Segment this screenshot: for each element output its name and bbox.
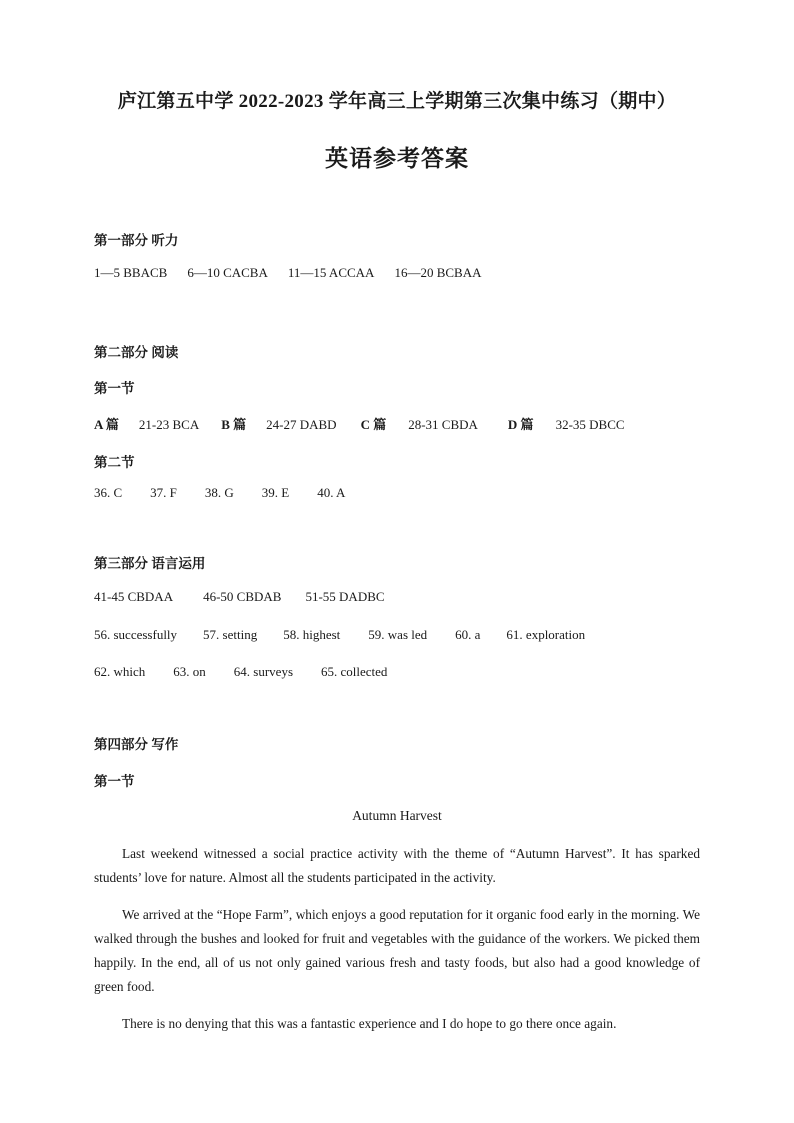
- answer-item: 38. G: [204, 485, 234, 500]
- passage-label: D 篇: [507, 417, 534, 432]
- essay-paragraph: We arrived at the “Hope Farm”, which enjoys a good reputation for it organic food early in the morning. We walked through the bushes and looked for fruit and vegetables with the guidance of the workers. We picked them happily. In the end, all of us not only gained various fresh and tasty foods, but also had a good knowledge of green food.: [94, 907, 700, 994]
- passage-answer: 32-35 DBCC: [555, 417, 625, 432]
- answer-item: 62. which: [94, 664, 146, 679]
- section2-answers: [94, 485, 345, 501]
- part1-heading: 第一部分 听力: [94, 233, 179, 248]
- reading-answers-row: [94, 414, 625, 433]
- passage-label: A 篇: [94, 417, 119, 432]
- passage-answer: 21-23 BCA: [138, 417, 200, 432]
- part2-heading: 第二部分 阅读: [94, 345, 179, 360]
- part4-section1-heading: 第一节: [94, 774, 135, 789]
- part1-answers: [94, 265, 481, 281]
- answer-group: 51-55 DADBC: [305, 589, 385, 604]
- passage-answer: 28-31 CBDA: [408, 417, 478, 432]
- answer-item: 56. successfully: [94, 627, 178, 642]
- part2-section2-heading: 第二节: [94, 455, 135, 470]
- answer-item: 61. exploration: [506, 627, 586, 642]
- answer-item: 37. F: [150, 485, 177, 500]
- answer-item: 64. surveys: [233, 664, 293, 679]
- answer-item: 36. C: [94, 485, 123, 500]
- answer-item: 39. E: [261, 485, 290, 500]
- answer-group: 46-50 CBDAB: [203, 589, 282, 604]
- part3-row3: [94, 664, 387, 680]
- passage-label: C 篇: [360, 417, 387, 432]
- essay-paragraph: Last weekend witnessed a social practice activity with the theme of “Autumn Harvest”. It has sparked students’ love for nature. Almost all the students participated in the activity.: [94, 846, 700, 885]
- answer-item: 57. setting: [203, 627, 258, 642]
- answer-item: 59. was led: [368, 627, 428, 642]
- answer-group: 41-45 CBDAA: [94, 589, 174, 604]
- answer-item: 58. highest: [283, 627, 341, 642]
- document-subtitle: 英语参考答案: [325, 146, 469, 171]
- answer-item: 65. collected: [321, 664, 388, 679]
- essay-paragraph: There is no denying that this was a fantastic experience and I do hope to go there once again.: [122, 1016, 617, 1031]
- document-title: 庐江第五中学 2022-2023 学年高三上学期第三次集中练习（期中）: [117, 91, 677, 112]
- passage-label: B 篇: [221, 417, 247, 432]
- part3-row1: [94, 589, 385, 605]
- part4-heading: 第四部分 写作: [94, 737, 179, 752]
- part2-section1-heading: 第一节: [94, 381, 135, 396]
- essay-title: Autumn Harvest: [352, 808, 442, 823]
- answer-item: 63. on: [173, 664, 206, 679]
- part3-heading: 第三部分 语言运用: [94, 556, 206, 571]
- answer-group: 16—20 BCBAA: [394, 265, 482, 280]
- answer-group: 1—5 BBACB: [94, 265, 168, 280]
- passage-answer: 24-27 DABD: [266, 417, 337, 432]
- answer-item: 40. A: [317, 485, 346, 500]
- part3-row2: [94, 627, 585, 643]
- answer-group: 6—10 CACBA: [187, 265, 268, 280]
- answer-group: 11—15 ACCAA: [287, 265, 375, 280]
- answer-item: 60. a: [455, 627, 481, 642]
